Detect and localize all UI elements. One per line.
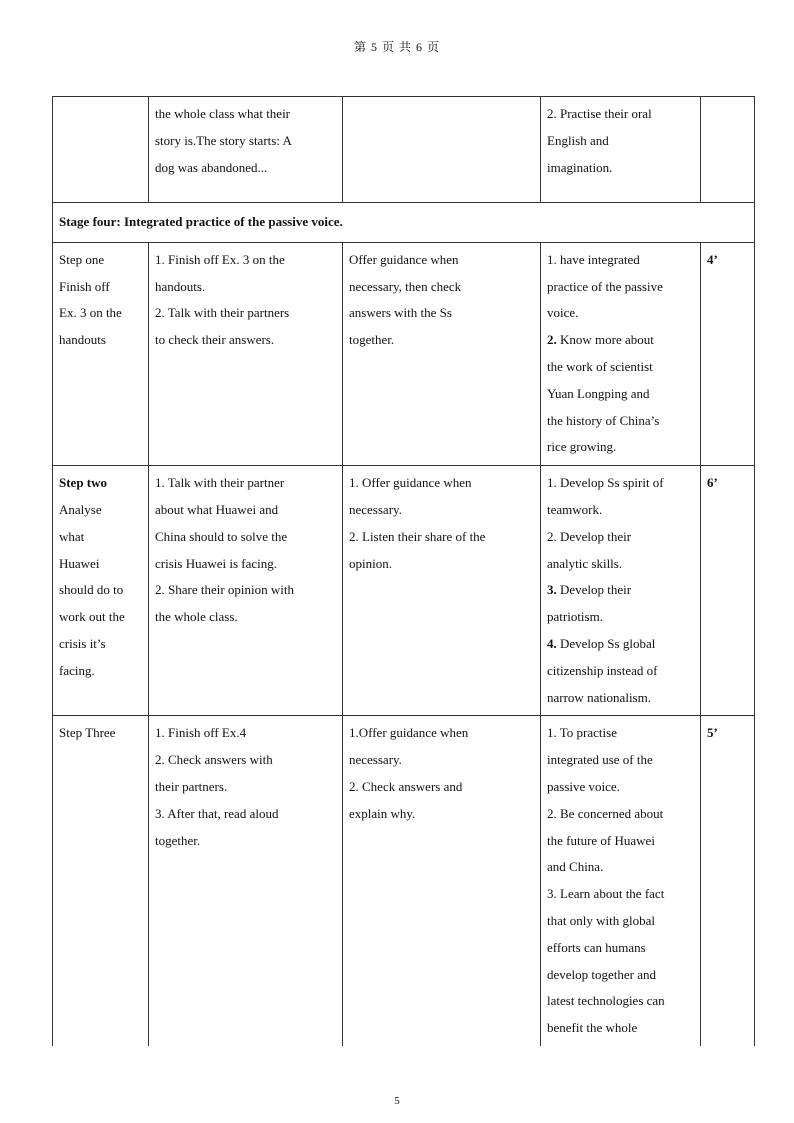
text-line [547, 631, 694, 658]
text-line: passive voice. [547, 778, 620, 794]
text-line: citizenship instead of [547, 662, 658, 678]
text-line: story is.The story starts: A [155, 132, 292, 148]
text-line: necessary, then check [349, 278, 462, 294]
text-line: practice of the passive [547, 278, 663, 294]
text-line: 2. Be concerned about [547, 805, 664, 821]
text-span: Know more about [560, 332, 654, 348]
text-line: Ex. 3 on the [59, 305, 122, 321]
text-line: handouts [59, 332, 106, 348]
text-line: handouts. [155, 278, 206, 294]
table-row [53, 716, 755, 1046]
text-line: 2. Listen their share of the [349, 528, 486, 544]
text-line: opinion. [349, 555, 392, 571]
text-line [547, 327, 694, 354]
text-line: facing. [59, 662, 95, 678]
text-line: efforts can humans [547, 939, 646, 955]
text-line: patriotism. [547, 609, 603, 625]
teacher-cell [343, 242, 541, 465]
text-line: 1. Talk with their partner [155, 475, 285, 491]
text-line: and China. [547, 859, 604, 875]
text-line: voice. [547, 305, 579, 321]
text-line: teamwork. [547, 501, 603, 517]
text-line: about what Huawei and [155, 501, 279, 517]
table-row [53, 97, 755, 203]
text-line: Offer guidance when [349, 251, 459, 267]
text-line: 2. Check answers with [155, 752, 273, 768]
text-line: analytic skills. [547, 555, 623, 571]
purpose-cell [541, 466, 701, 716]
time-cell: 5’ [701, 716, 755, 1046]
table-row [53, 242, 755, 465]
text-line: rice growing. [547, 439, 617, 455]
text-line: the whole class. [155, 609, 238, 625]
purpose-cell [541, 97, 701, 203]
text-line: together. [349, 332, 395, 348]
lesson-plan-table [52, 96, 755, 1046]
step-cell [53, 716, 149, 1046]
step-cell [53, 97, 149, 203]
text-line: crisis Huawei is facing. [155, 555, 278, 571]
text-line: the whole class what their [155, 106, 291, 121]
text-line: 3. Learn about the fact [547, 886, 665, 902]
text-line: 2. Develop their [547, 528, 632, 544]
text-line: 1. have integrated [547, 251, 640, 267]
text-line: 1. Offer guidance when [349, 475, 472, 491]
step-cell [53, 466, 149, 716]
text-line: the history of China’s [547, 412, 660, 428]
item-number: 2. [547, 332, 557, 348]
item-number: 4. [547, 635, 557, 651]
teacher-cell [343, 97, 541, 203]
teacher-cell [343, 466, 541, 716]
text-line: China should to solve the [155, 528, 288, 544]
time-cell: 6’ [701, 466, 755, 716]
table-row [53, 466, 755, 716]
text-line: work out the [59, 609, 125, 625]
stage-heading-row [53, 203, 755, 243]
text-line: Step one [59, 251, 105, 267]
activity-cell [149, 242, 343, 465]
text-line: the future of Huawei [547, 832, 655, 848]
text-line [547, 577, 694, 604]
teacher-cell [343, 716, 541, 1046]
text-line: imagination. [547, 159, 613, 175]
item-number: 3. [547, 582, 557, 598]
text-line: Huawei [59, 555, 100, 571]
text-line: 1. To practise [547, 725, 617, 741]
text-line: 1. Finish off Ex.4 [155, 725, 247, 741]
step-cell [53, 242, 149, 465]
text-line: crisis it’s [59, 635, 106, 651]
text-line: answers with the Ss [349, 305, 452, 321]
text-span: Develop their [560, 582, 632, 598]
text-line: Analyse [59, 501, 102, 517]
text-line: 1. Develop Ss spirit of [547, 475, 664, 491]
text-line: 2. Check answers and [349, 778, 463, 794]
text-line: dog was abandoned... [155, 159, 268, 175]
text-line: develop together and [547, 966, 657, 982]
purpose-cell [541, 716, 701, 1046]
text-line: necessary. [349, 752, 402, 768]
text-line: necessary. [349, 501, 402, 517]
text-line: English and [547, 132, 609, 148]
text-line: 1.Offer guidance when [349, 725, 469, 741]
text-line: 2. Practise their oral [547, 106, 652, 121]
text-line: to check their answers. [155, 332, 275, 348]
text-line: 2. Talk with their partners [155, 305, 290, 321]
text-line: together. [155, 832, 201, 848]
text-line: 2. Share their opinion with [155, 582, 295, 598]
text-line: Finish off [59, 278, 110, 294]
text-line: that only with global [547, 912, 655, 928]
activity-cell [149, 466, 343, 716]
activity-cell [149, 716, 343, 1046]
page-number: 5 [394, 1095, 400, 1107]
text-line: the work of scientist [547, 358, 653, 374]
text-line: 1. Finish off Ex. 3 on the [155, 251, 285, 267]
text-line: narrow nationalism. [547, 689, 651, 705]
text-line: latest technologies can [547, 993, 665, 1009]
text-span: Develop Ss global [560, 635, 656, 651]
text-line: what [59, 528, 85, 544]
activity-cell [149, 97, 343, 203]
text-line: their partners. [155, 778, 228, 794]
text-line: Yuan Longping and [547, 385, 650, 401]
purpose-cell [541, 242, 701, 465]
text-line: Step Three [59, 725, 116, 741]
text-line: explain why. [349, 805, 416, 821]
step-title: Step two [59, 475, 108, 491]
time-cell [701, 97, 755, 203]
time-cell: 4’ [701, 242, 755, 465]
text-line: should do to [59, 582, 124, 598]
text-line: benefit the whole [547, 1020, 638, 1036]
text-line: 3. After that, read aloud [155, 805, 279, 821]
text-line: integrated use of the [547, 752, 653, 768]
stage-four-title: Stage four: Integrated practice of the passive voice. [53, 203, 755, 243]
page-header: 第 5 页 共 6 页 [353, 40, 440, 54]
